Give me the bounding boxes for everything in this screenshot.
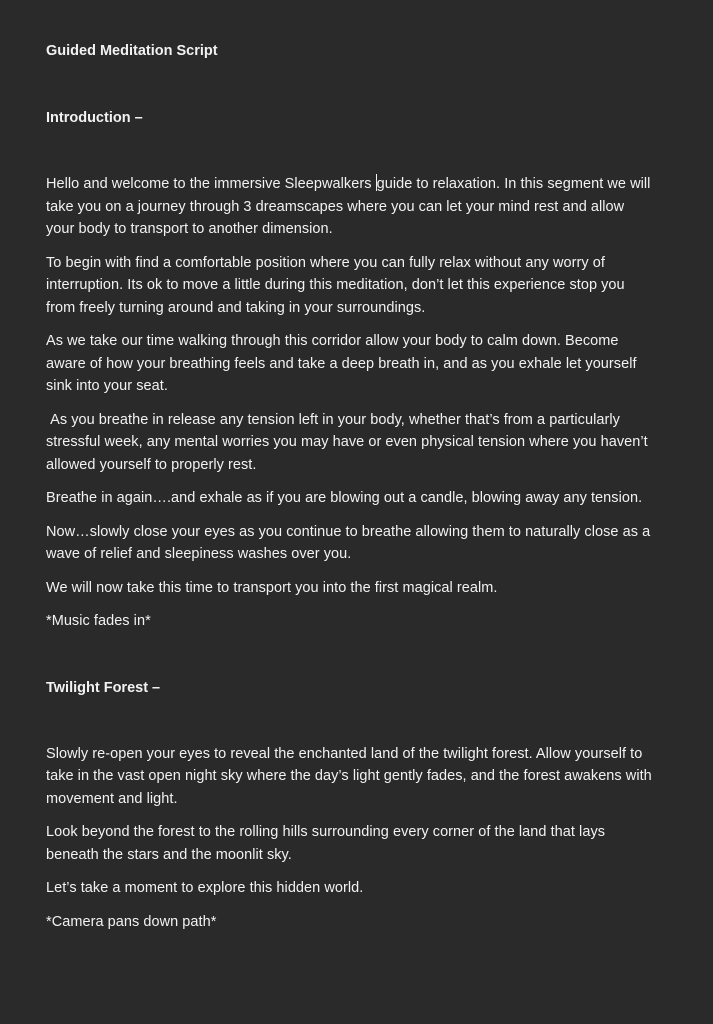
section-heading-twilight-forest: Twilight Forest – [46, 679, 161, 696]
section-heading-introduction: Introduction – [46, 110, 143, 126]
paragraph: Breathe in again….and exhale as if you are blowing out a candle, blowing away any tension. [46, 490, 643, 506]
paragraph: As we take our time walking through this corridor allow your body to calm down. Become aware of how your breathing feels and take a deep breath in, and as you exhale let yourself sink into your seat. [46, 333, 637, 394]
stage-direction: *Camera pans down path* [46, 913, 217, 930]
paragraph: Now…slowly close your eyes as you continue to breathe allowing them to naturally close as a wave of relief and sleepiness washes over you. [46, 523, 651, 562]
document-title: Guided Meditation Script [46, 43, 218, 59]
paragraph: Slowly re-open your eyes to reveal the enchanted land of the twilight forest. Allow yourself to take in the vast open night sky where the day’s light gently fades, and the forest awakens with movement and light. [46, 745, 652, 807]
paragraph: We will now take this time to transport you into the first magical realm. [46, 579, 498, 596]
paragraph [46, 173, 656, 241]
paragraph-text-before-cursor: Hello and welcome to the immersive Sleepwalkers [46, 176, 376, 192]
paragraph: As you breathe in release any tension left in your body, whether that’s from a particularly stressful week, any mental worries you may have or even physical tension where you haven’t allowed yourself to properly rest. [46, 411, 652, 473]
document-body[interactable] [46, 40, 656, 933]
paragraph: Look beyond the forest to the rolling hills surrounding every corner of the land that lays beneath the stars and the moonlit sky. [46, 824, 606, 863]
paragraph: To begin with find a comfortable position where you can fully relax without any worry of interruption. Its ok to move a little during this meditation, don’t let this experience stop you from freely turning around and taking in your surroundings. [46, 254, 625, 316]
paragraph-text-after-cursor: guide to relaxation. In this segment we will take you on a journey through 3 dreamscapes where you can let your mind rest and allow your body to transport to another dimension. [46, 176, 651, 237]
paragraph: Let’s take a moment to explore this hidden world. [46, 880, 364, 896]
stage-direction: *Music fades in* [46, 613, 151, 629]
